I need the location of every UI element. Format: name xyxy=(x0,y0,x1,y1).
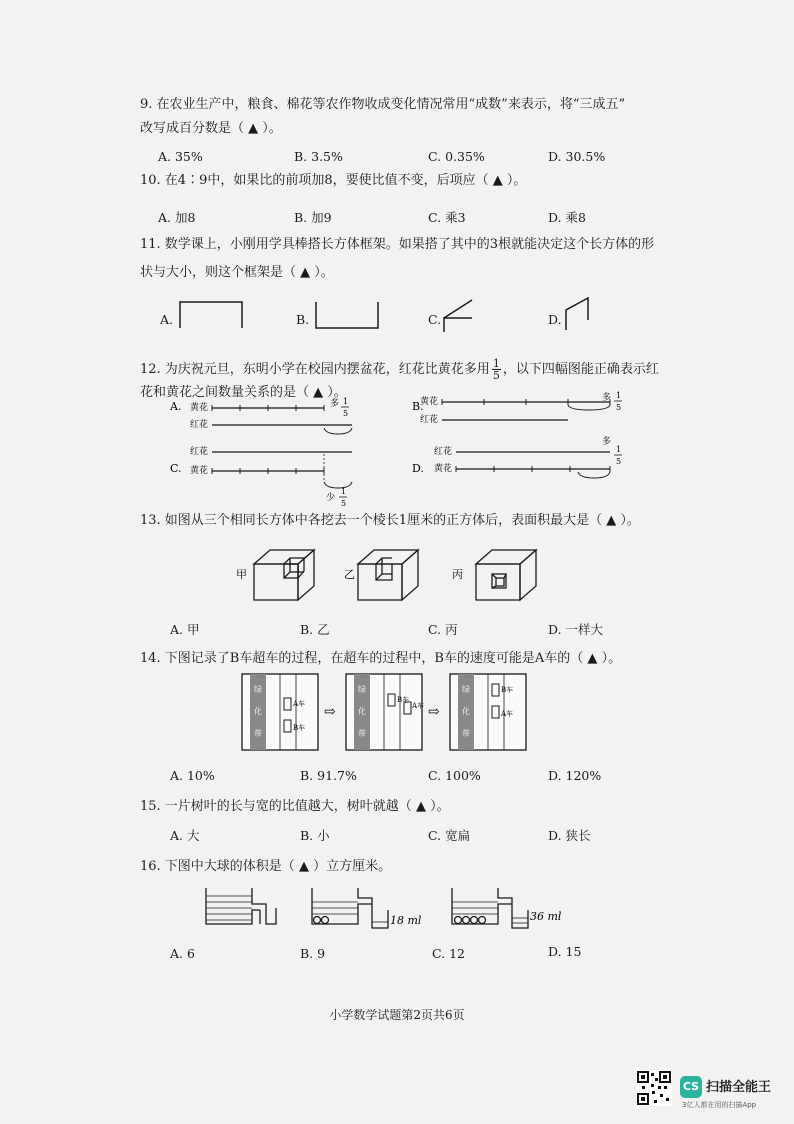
q12-label-c: C. xyxy=(170,462,182,475)
q11-frame-b xyxy=(316,302,378,328)
q11-stem-line1: 11. 数学课上，小刚用学具棒搭长方体框架。如果搭了其中的3根就能决定这个长方体的形 xyxy=(140,237,655,252)
q13-fig-jia-label: 甲 xyxy=(236,568,247,581)
q12-c-yellow-label: 黄花 xyxy=(190,466,209,476)
q10-option-b: B. 加9 xyxy=(294,210,332,225)
q12-a-red-label: 红花 xyxy=(190,420,209,430)
q14-overtake-figures xyxy=(240,672,530,754)
q14-p1-car-b: B车 xyxy=(293,724,306,732)
q12-b-yellow-label: 黄花 xyxy=(420,397,439,407)
q12-a-brace xyxy=(324,428,352,434)
q12-stem-text-a: 12. 为庆祝元旦，东明小学在校园内摆盆花，红花比黄花多用 xyxy=(140,362,490,377)
q12-a-frac-num: 1 xyxy=(343,397,349,406)
q14-p1-belt-3: 带 xyxy=(254,729,262,738)
q12-d-brace xyxy=(578,472,610,478)
q12-d-yellow-label: 黄花 xyxy=(434,464,453,474)
q15-stem: 15. 一片树叶的长与宽的比值越大，树叶就越（ ▲ ）。 xyxy=(140,799,450,814)
q14-p1-belt-2: 化 xyxy=(254,707,262,716)
q12-stem-text-b: ，以下四幅图能正确表示红 xyxy=(502,362,659,377)
q14-arrow-2: ⇨ xyxy=(428,704,440,720)
q10-stem: 10. 在4∶9中，如果比的前项加8，要使比值不变，后项应（ ▲ ）。 xyxy=(140,173,527,188)
q12-c-red-label: 红花 xyxy=(190,447,209,457)
q11-option-a: A. xyxy=(160,312,174,327)
camscanner-logo-icon: CS xyxy=(680,1076,702,1098)
page-footer: 小学数学试题第2页共6页 xyxy=(329,1008,465,1022)
q12-d-frac-den: 5 xyxy=(616,457,622,466)
q12-b-frac-num: 1 xyxy=(616,391,622,400)
qr-code-icon xyxy=(636,1070,672,1106)
q12-stem-line2: 花和黄花之间数量关系的是（ ▲ ）。 xyxy=(140,385,347,400)
q13-fig-yi-label: 乙 xyxy=(344,568,355,581)
q14-p2-belt-1: 绿 xyxy=(358,685,366,694)
q14-p2-belt-3: 带 xyxy=(358,729,366,738)
q12-label-a: A. xyxy=(170,400,182,413)
q10-option-a: A. 加8 xyxy=(158,210,196,225)
q11-stem-line2: 状与大小，则这个框架是（ ▲ ）。 xyxy=(140,265,334,280)
q16-stem: 16. 下图中大球的体积是（ ▲ ）立方厘米。 xyxy=(140,859,392,874)
q12-d-frac-num: 1 xyxy=(616,445,622,454)
q14-option-b: B. 91.7% xyxy=(300,768,357,783)
q16-container-3 xyxy=(452,888,528,928)
q12-b-brace xyxy=(568,405,610,410)
q14-p2-car-b: B车 xyxy=(397,696,410,704)
q10-option-d: D. 乘8 xyxy=(548,210,586,225)
q11-frame-c-slant xyxy=(444,300,472,318)
q14-option-a: A. 10% xyxy=(170,768,215,783)
q13-option-d: D. 一样大 xyxy=(548,622,604,637)
q14-p3-belt-3: 带 xyxy=(462,729,470,738)
q12-b-more-label: 多 xyxy=(602,393,612,403)
q15-option-b: B. 小 xyxy=(300,828,330,843)
q11-frame-figures xyxy=(176,296,606,336)
q14-p1-belt-1: 绿 xyxy=(254,685,262,694)
q12-stem-frac-num: 1 xyxy=(492,357,500,370)
q12-c-brace xyxy=(324,482,352,488)
q12-a-yellow-label: 黄花 xyxy=(190,403,209,413)
q9-stem-line1: 9. 在农业生产中，粮食、棉花等农作物收成变化情况常用“成数”来表示，将“三成五” xyxy=(140,97,626,112)
q13-option-c: C. 丙 xyxy=(428,622,458,637)
q12-c-frac-num: 1 xyxy=(341,487,347,496)
q13-cuboid-jia xyxy=(254,550,314,600)
q12-b-red-label: 红花 xyxy=(420,415,439,425)
q14-p3-car-b: B车 xyxy=(501,686,514,694)
q13-cuboid-figures xyxy=(230,544,560,608)
q14-p3-belt-2: 化 xyxy=(462,707,470,716)
q12-stem-line1 xyxy=(140,358,659,381)
q10-option-c: C. 乘3 xyxy=(428,210,466,225)
q16-option-a: A. 6 xyxy=(170,946,195,961)
q9-option-a: A. 35% xyxy=(158,149,203,164)
q11-frame-c-base xyxy=(444,318,472,332)
q14-stem: 14. 下图记录了B车超车的过程，在超车的过程中，B车的速度可能是A车的（ ▲ ）。 xyxy=(140,651,622,666)
q16-volume-2: 36 ml xyxy=(530,910,562,923)
q15-option-a: A. 大 xyxy=(170,828,200,843)
q13-fig-bing-label: 丙 xyxy=(452,568,463,581)
q12-a-frac-den: 5 xyxy=(343,409,349,418)
scanner-app-name: 扫描全能王 xyxy=(706,1080,772,1095)
q13-cuboid-bing xyxy=(476,550,536,600)
q11-frame-a xyxy=(180,302,242,328)
q12-c-frac-den: 5 xyxy=(341,499,347,508)
q12-c-less-label: 少 xyxy=(326,493,336,503)
q16-option-d: D. 15 xyxy=(548,944,582,959)
q9-stem-line2: 改写成百分数是（ ▲ ）。 xyxy=(140,121,282,136)
q14-p3-car-a: A车 xyxy=(501,710,514,718)
q16-option-c: C. 12 xyxy=(432,946,465,961)
q12-label-d: D. xyxy=(412,462,424,475)
q11-option-c: C. xyxy=(428,312,442,327)
q9-option-b: B. 3.5% xyxy=(294,149,343,164)
q14-option-c: C. 100% xyxy=(428,768,481,783)
q15-option-c: C. 宽扁 xyxy=(428,828,471,843)
q16-container-2 xyxy=(312,888,388,928)
q16-volume-1: 18 ml xyxy=(390,914,422,927)
q11-option-b: B. xyxy=(296,312,310,327)
q11-frame-d xyxy=(566,298,588,330)
q13-option-b: B. 乙 xyxy=(300,622,330,637)
q16-water-figures xyxy=(200,884,570,934)
scanner-app-tagline: 3亿人都在用的扫描App xyxy=(682,1101,757,1109)
q12-stem-fraction xyxy=(492,358,501,381)
q13-option-a: A. 甲 xyxy=(170,622,200,637)
q16-option-b: B. 9 xyxy=(300,946,326,961)
q14-p2-car-a: A车 xyxy=(412,702,425,710)
q9-option-d: D. 30.5% xyxy=(548,149,606,164)
q14-p1-car-a: A车 xyxy=(293,700,306,708)
q14-p2-belt-2: 化 xyxy=(358,707,366,716)
q13-cuboid-yi xyxy=(358,550,418,600)
q12-stem-frac-den: 5 xyxy=(492,369,500,382)
q12-d-more-label: 多 xyxy=(602,437,612,447)
q15-option-d: D. 狭长 xyxy=(548,828,591,843)
q13-stem: 13. 如图从三个相同长方体中各挖去一个棱长1厘米的正方体后，表面积最大是（ ▲ ）。 xyxy=(140,513,640,528)
q12-label-b: B. xyxy=(412,400,424,413)
q14-p3-belt-1: 绿 xyxy=(462,685,470,694)
q9-option-c: C. 0.35% xyxy=(428,149,485,164)
q14-option-d: D. 120% xyxy=(548,768,602,783)
q11-option-d: D. xyxy=(548,312,562,327)
q14-arrow-1: ⇨ xyxy=(324,704,336,720)
q12-a-more-label: 多 xyxy=(330,399,340,409)
q16-container-1 xyxy=(206,888,276,924)
q12-d-red-label: 红花 xyxy=(434,447,453,457)
q12-b-frac-den: 5 xyxy=(616,403,622,412)
